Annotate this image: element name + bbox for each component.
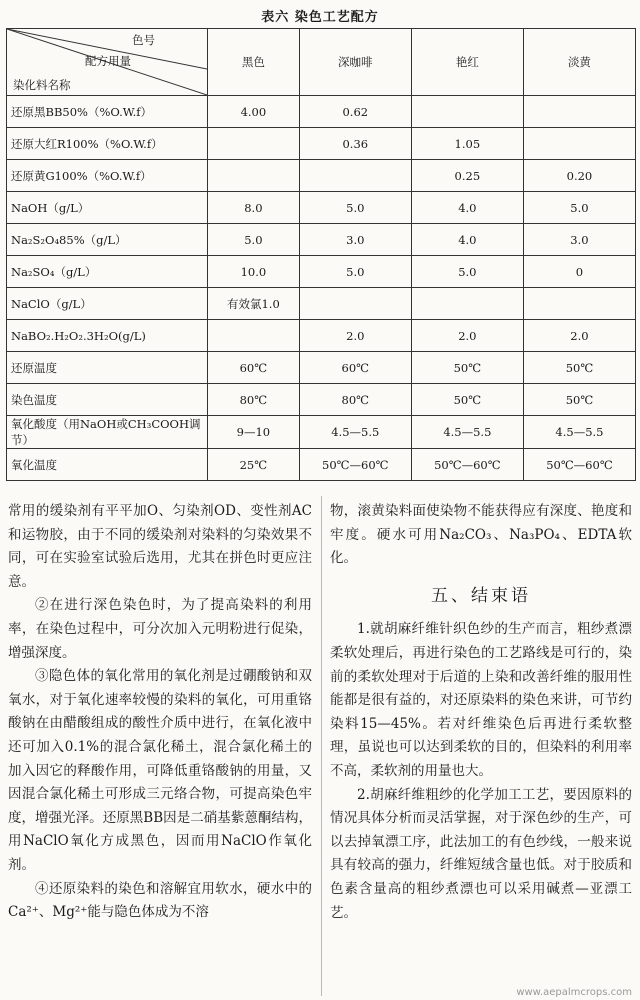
ingredient-name: 还原温度 xyxy=(7,352,208,384)
ingredient-name: Na₂S₂O₄85%（g/L） xyxy=(7,224,208,256)
paragraph: 物，滚黄染料面使染物不能获得应有深度、艳度和牢度。硬水可用Na₂CO₃、Na₃PO₄、EDTA软化。 xyxy=(330,503,632,567)
paragraph: ④还原染料的染色和溶解宜用软水，硬水中的Ca²⁺、Mg²⁺能与隐色体成为不溶 xyxy=(8,880,312,921)
ingredient-name: 氧化酸度（用NaOH或CH₃COOH调节） xyxy=(7,416,208,449)
table-cell xyxy=(411,288,523,320)
table-cell: 8.0 xyxy=(208,192,300,224)
table-cell: 5.0 xyxy=(299,192,411,224)
table-cell: 60℃ xyxy=(299,352,411,384)
column-header: 艳红 xyxy=(411,29,523,96)
table-cell: 10.0 xyxy=(208,256,300,288)
ingredient-name: NaBO₂.H₂O₂.3H₂O(g/L) xyxy=(7,320,208,352)
table-cell: 5.0 xyxy=(299,256,411,288)
table-cell: 50℃ xyxy=(411,384,523,416)
table-cell: 4.5—5.5 xyxy=(299,416,411,449)
table-cell: 50℃ xyxy=(411,352,523,384)
table-caption: 表六 染色工艺配方 xyxy=(261,10,379,25)
table-cell: 50℃ xyxy=(523,384,635,416)
paragraph: 2.胡麻纤维粗纱的化学加工工艺，要因原料的情况具体分析而灵活掌握，对于深色纱的生产，可以去掉氧漂工序，此法加工的有色纱线，一般来说具有较高的强力，纤维短绒含量也低。对于胶质和色素含量高的粗纱煮漂也可以采用碱煮—亚漂工艺。 xyxy=(330,786,632,921)
table-cell: 50℃—60℃ xyxy=(411,449,523,481)
header-name-label: 染化料名称 xyxy=(13,78,71,92)
table-cell: 有效氯1.0 xyxy=(208,288,300,320)
ingredient-name: 还原黄G100%（%O.W.f） xyxy=(7,160,208,192)
ingredient-name: 还原大红R100%（%O.W.f） xyxy=(7,128,208,160)
table-cell: 50℃—60℃ xyxy=(299,449,411,481)
table-cell: 0.62 xyxy=(299,96,411,128)
table-row xyxy=(7,416,636,449)
table-cell: 80℃ xyxy=(208,384,300,416)
table-cell: 5.0 xyxy=(411,256,523,288)
table-cell: 4.0 xyxy=(411,224,523,256)
ingredient-name: NaClO（g/L） xyxy=(7,288,208,320)
table-body xyxy=(7,96,636,481)
table-cell: 2.0 xyxy=(523,320,635,352)
ingredient-name: NaOH（g/L） xyxy=(7,192,208,224)
table-header-row xyxy=(7,29,636,96)
ingredient-name: Na₂SO₄（g/L） xyxy=(7,256,208,288)
table-cell: 9—10 xyxy=(208,416,300,449)
table-cell: 0 xyxy=(523,256,635,288)
header-color-label: 色号 xyxy=(132,33,155,47)
table-row xyxy=(7,449,636,481)
table-row xyxy=(7,352,636,384)
paragraph: ②在进行深色染色时，为了提高染料的利用率，在染色过程中，可分次加入元明粉进行促染，增强深度。 xyxy=(8,597,312,661)
table-row xyxy=(7,320,636,352)
table-cell: 4.5—5.5 xyxy=(523,416,635,449)
dye-recipe-table xyxy=(6,28,636,481)
table-row xyxy=(7,256,636,288)
table-cell xyxy=(523,128,635,160)
table-cell: 60℃ xyxy=(208,352,300,384)
right-column xyxy=(330,500,632,925)
table-cell: 5.0 xyxy=(523,192,635,224)
table-cell: 3.0 xyxy=(299,224,411,256)
table-cell xyxy=(299,288,411,320)
table-cell: 50℃—60℃ xyxy=(523,449,635,481)
table-cell: 4.5—5.5 xyxy=(411,416,523,449)
ingredient-name: 还原黑BB50%（%O.W.f） xyxy=(7,96,208,128)
table-row xyxy=(7,160,636,192)
paragraph: 1.就胡麻纤维针织色纱的生产而言，粗纱煮漂柔软处理后，再进行染色的工艺路线是可行的，染前的柔软处理对于后道的上染和改善纤维的服用性能都是很有益的，对还原染料的染色来讲，可节约染料15—45%。若对纤维染色后再进行柔软整理，虽说也可以达到柔软的目的，但染料的利用率不高，柔软剂的用量也大。 xyxy=(330,621,632,779)
table-cell: 5.0 xyxy=(208,224,300,256)
table-cell: 25℃ xyxy=(208,449,300,481)
table-cell: 0.20 xyxy=(523,160,635,192)
table-cell: 4.00 xyxy=(208,96,300,128)
column-header: 黑色 xyxy=(208,29,300,96)
left-column xyxy=(8,500,312,925)
table-cell: 1.05 xyxy=(411,128,523,160)
column-divider xyxy=(321,496,322,996)
table-row xyxy=(7,192,636,224)
ingredient-name: 染色温度 xyxy=(7,384,208,416)
header-amount-label: 配方用量 xyxy=(85,54,131,68)
diagonal-header-cell xyxy=(7,29,208,96)
watermark: www.aepalmcrops.com xyxy=(516,987,632,998)
table-cell: 4.0 xyxy=(411,192,523,224)
table-cell xyxy=(299,160,411,192)
table-cell: 80℃ xyxy=(299,384,411,416)
table-cell xyxy=(523,288,635,320)
table-cell xyxy=(208,160,300,192)
table-cell xyxy=(208,320,300,352)
paragraph: 常用的缓染剂有平平加O、匀染剂OD、变性剂AC和运物胶，由于不同的缓染剂对染料的匀染效果不同，可在实验室试验后选用，尤其在拼色时更应注意。 xyxy=(8,503,312,590)
table-cell xyxy=(523,96,635,128)
table-cell: 0.36 xyxy=(299,128,411,160)
table-cell: 3.0 xyxy=(523,224,635,256)
column-header: 深咖啡 xyxy=(299,29,411,96)
table-row xyxy=(7,288,636,320)
table-cell: 0.25 xyxy=(411,160,523,192)
table-cell: 2.0 xyxy=(299,320,411,352)
paragraph: ③隐色体的氧化常用的氧化剂是过硼酸钠和双氧水，对于氧化速率较慢的染料的氧化，可用重铬酸钠在由醋酸组成的酸性介质中进行，在氧化液中还可加入0.1%的混合氯化稀土，混合氯化稀土的加入因它的释酸作用，可降低重铬酸钠的用量，又因混合氯化稀土可形成三元络合物，可提高染色牢度，增强光泽。还原黑BB因是二硝基紫蒽酮结构，用NaClO氧化方成黑色，因而用NaClO作氧化剂。 xyxy=(8,668,312,873)
table-row xyxy=(7,96,636,128)
table-cell xyxy=(208,128,300,160)
table-cell: 2.0 xyxy=(411,320,523,352)
table-cell xyxy=(411,96,523,128)
ingredient-name: 氧化温度 xyxy=(7,449,208,481)
table-cell: 50℃ xyxy=(523,352,635,384)
section-title: 五、结束语 xyxy=(431,585,531,606)
column-header: 淡黄 xyxy=(523,29,635,96)
table-row xyxy=(7,128,636,160)
table-row xyxy=(7,384,636,416)
table-row xyxy=(7,224,636,256)
